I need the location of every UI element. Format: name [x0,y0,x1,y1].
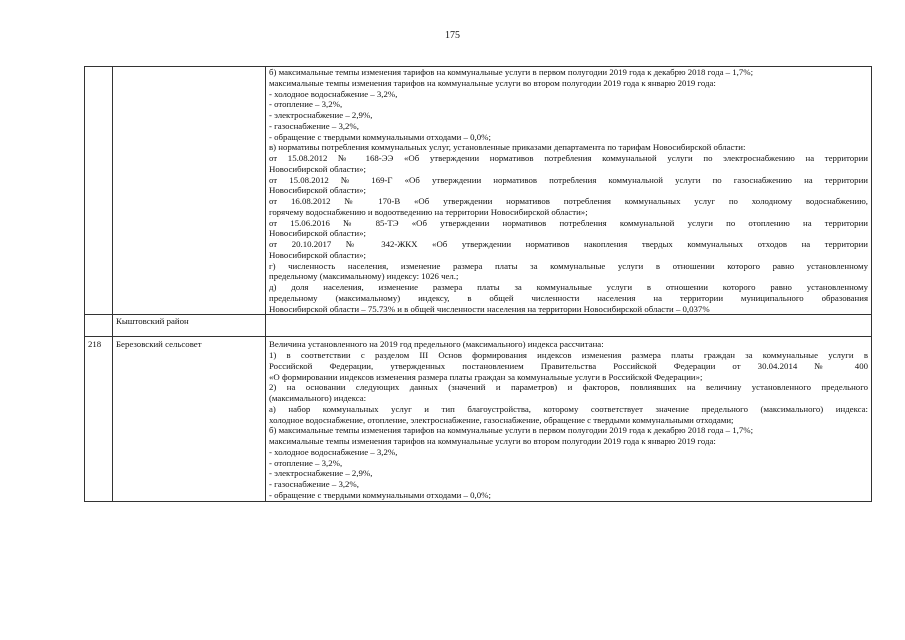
description-line: Российской Федерации, утвержденных постановлением Правительства Российской Федерации от 30.04.2014 № 400 [269,360,868,371]
description-line: 2) на основании следующих данных (значений и параметров) и факторов, повлиявших на величину установленного предельного [269,382,868,393]
index-description-cell [266,315,872,337]
row-number-cell [85,315,113,337]
description-line: - газоснабжение – 3,2%, [269,120,359,131]
description-line: от 15.08.2012 № 168-ЭЭ «Об утверждении нормативов потребления коммунальной услуги по электроснабжению на территории [269,153,868,163]
description-line: предельному (максимальному) индексу: 1026 чел.; [269,271,459,282]
description-line: Новосибирской области»; [269,185,366,196]
description-line: - газоснабжение – 3,2%, [269,479,359,489]
description-line: - отопление – 3,2%, [269,457,343,468]
description-line: б) максимальные темпы изменения тарифов на коммунальные услуги в первом полугодии 2019 года к декабрю 2018 года – 1,7%; [269,67,754,77]
tariff-index-table [84,66,872,502]
description-line: - холодное водоснабжение – 3,2%, [269,446,398,457]
table-row-continuation [85,67,872,315]
description-line: - обращение с твердыми коммунальными отходами – 0,0%; [269,489,491,500]
description-line: максимальные темпы изменения тарифов на коммунальные услуги во втором полугодии 2019 года к январю 2019 года: [269,77,716,88]
municipality-name-cell: Березовский сельсовет [113,337,266,501]
description-line: Новосибирской области – 75.73% и в общей численности населения на территории Новосибирской области – 0,037% [269,303,710,314]
row-number-cell [85,67,113,315]
description-line: в) нормативы потребления коммунальных услуг, установленные приказами департамента по тарифам Новосибирской области: [269,142,746,153]
description-line: горячему водоснабжению и водоотведению на территории Новосибирской области»; [269,206,588,217]
description-line: Новосибирской области»; [269,249,366,260]
description-line: - холодное водоснабжение – 3,2%, [269,88,398,99]
description-line: - электроснабжение – 2,9%, [269,468,373,479]
description-line: «О формировании индексов изменения размера платы граждан за коммунальные услуги в Российской Федерации»; [269,371,703,382]
description-line: - обращение с твердыми коммунальными отходами – 0,0%; [269,131,491,142]
description-line: от 16.08.2012 № 170-В «Об утверждении нормативов потребления коммунальных услуг по холодному водоснабжению, [269,196,868,206]
description-line: г) численность населения, изменение размера платы за коммунальные услуги в отношении которого равно установленному [269,260,868,271]
description-line: (максимального) индекса: [269,393,367,403]
page-number: 175 [445,30,460,41]
table-row-district [85,315,872,337]
description-line: предельному (максимальному) индексу, в общей численности населения на территории муниципального образования [269,292,868,303]
municipality-name-cell [113,67,266,315]
index-description-cell [266,337,872,501]
row-number-cell: 218 [85,337,113,501]
description-line: - отопление – 3,2%, [269,99,343,110]
district-name-cell: Кыштовский район [113,315,266,337]
description-line: 1) в соответствии с разделом III Основ формирования индексов изменения размера платы граждан за коммунальные услуги в [269,350,868,360]
description-line: от 20.10.2017 № 342-ЖКХ «Об утверждении нормативов накопления твердых коммунальных отходов на территории [269,239,868,249]
description-line: максимальные темпы изменения тарифов на коммунальные услуги во втором полугодии 2019 года к январю 2019 года: [269,436,716,446]
description-line: Величина установленного на 2019 год предельного (максимального) индекса рассчитана: [269,339,604,350]
description-line: д) доля населения, изменение размера платы за коммунальные услуги в отношении которого равно установленному [269,282,868,292]
table-row-218 [85,337,872,501]
description-line: б) максимальные темпы изменения тарифов на коммунальные услуги в первом полугодии 2019 года к декабрю 2018 года – 1,7%; [269,425,754,436]
description-line: Новосибирской области»; [269,163,366,174]
index-description-cell [266,67,872,315]
description-line: от 15.06.2016 № 85-ТЭ «Об утверждении нормативов потребления коммунальной услуги по отоплению на территории [269,217,868,228]
description-line: Новосибирской области»; [269,228,366,239]
description-line: от 15.08.2012 № 169-Г «Об утверждении нормативов потребления коммунальной услуги по газоснабжению на территории [269,174,868,185]
description-line: а) набор коммунальных услуг и тип благоустройства, которому соответствует значение предельного (максимального) индекса: [269,403,868,414]
description-line: холодное водоснабжение, отопление, электроснабжение, газоснабжение, обращение с твердыми коммунальными отходами; [269,414,734,425]
description-line: - электроснабжение – 2,9%, [269,110,373,120]
